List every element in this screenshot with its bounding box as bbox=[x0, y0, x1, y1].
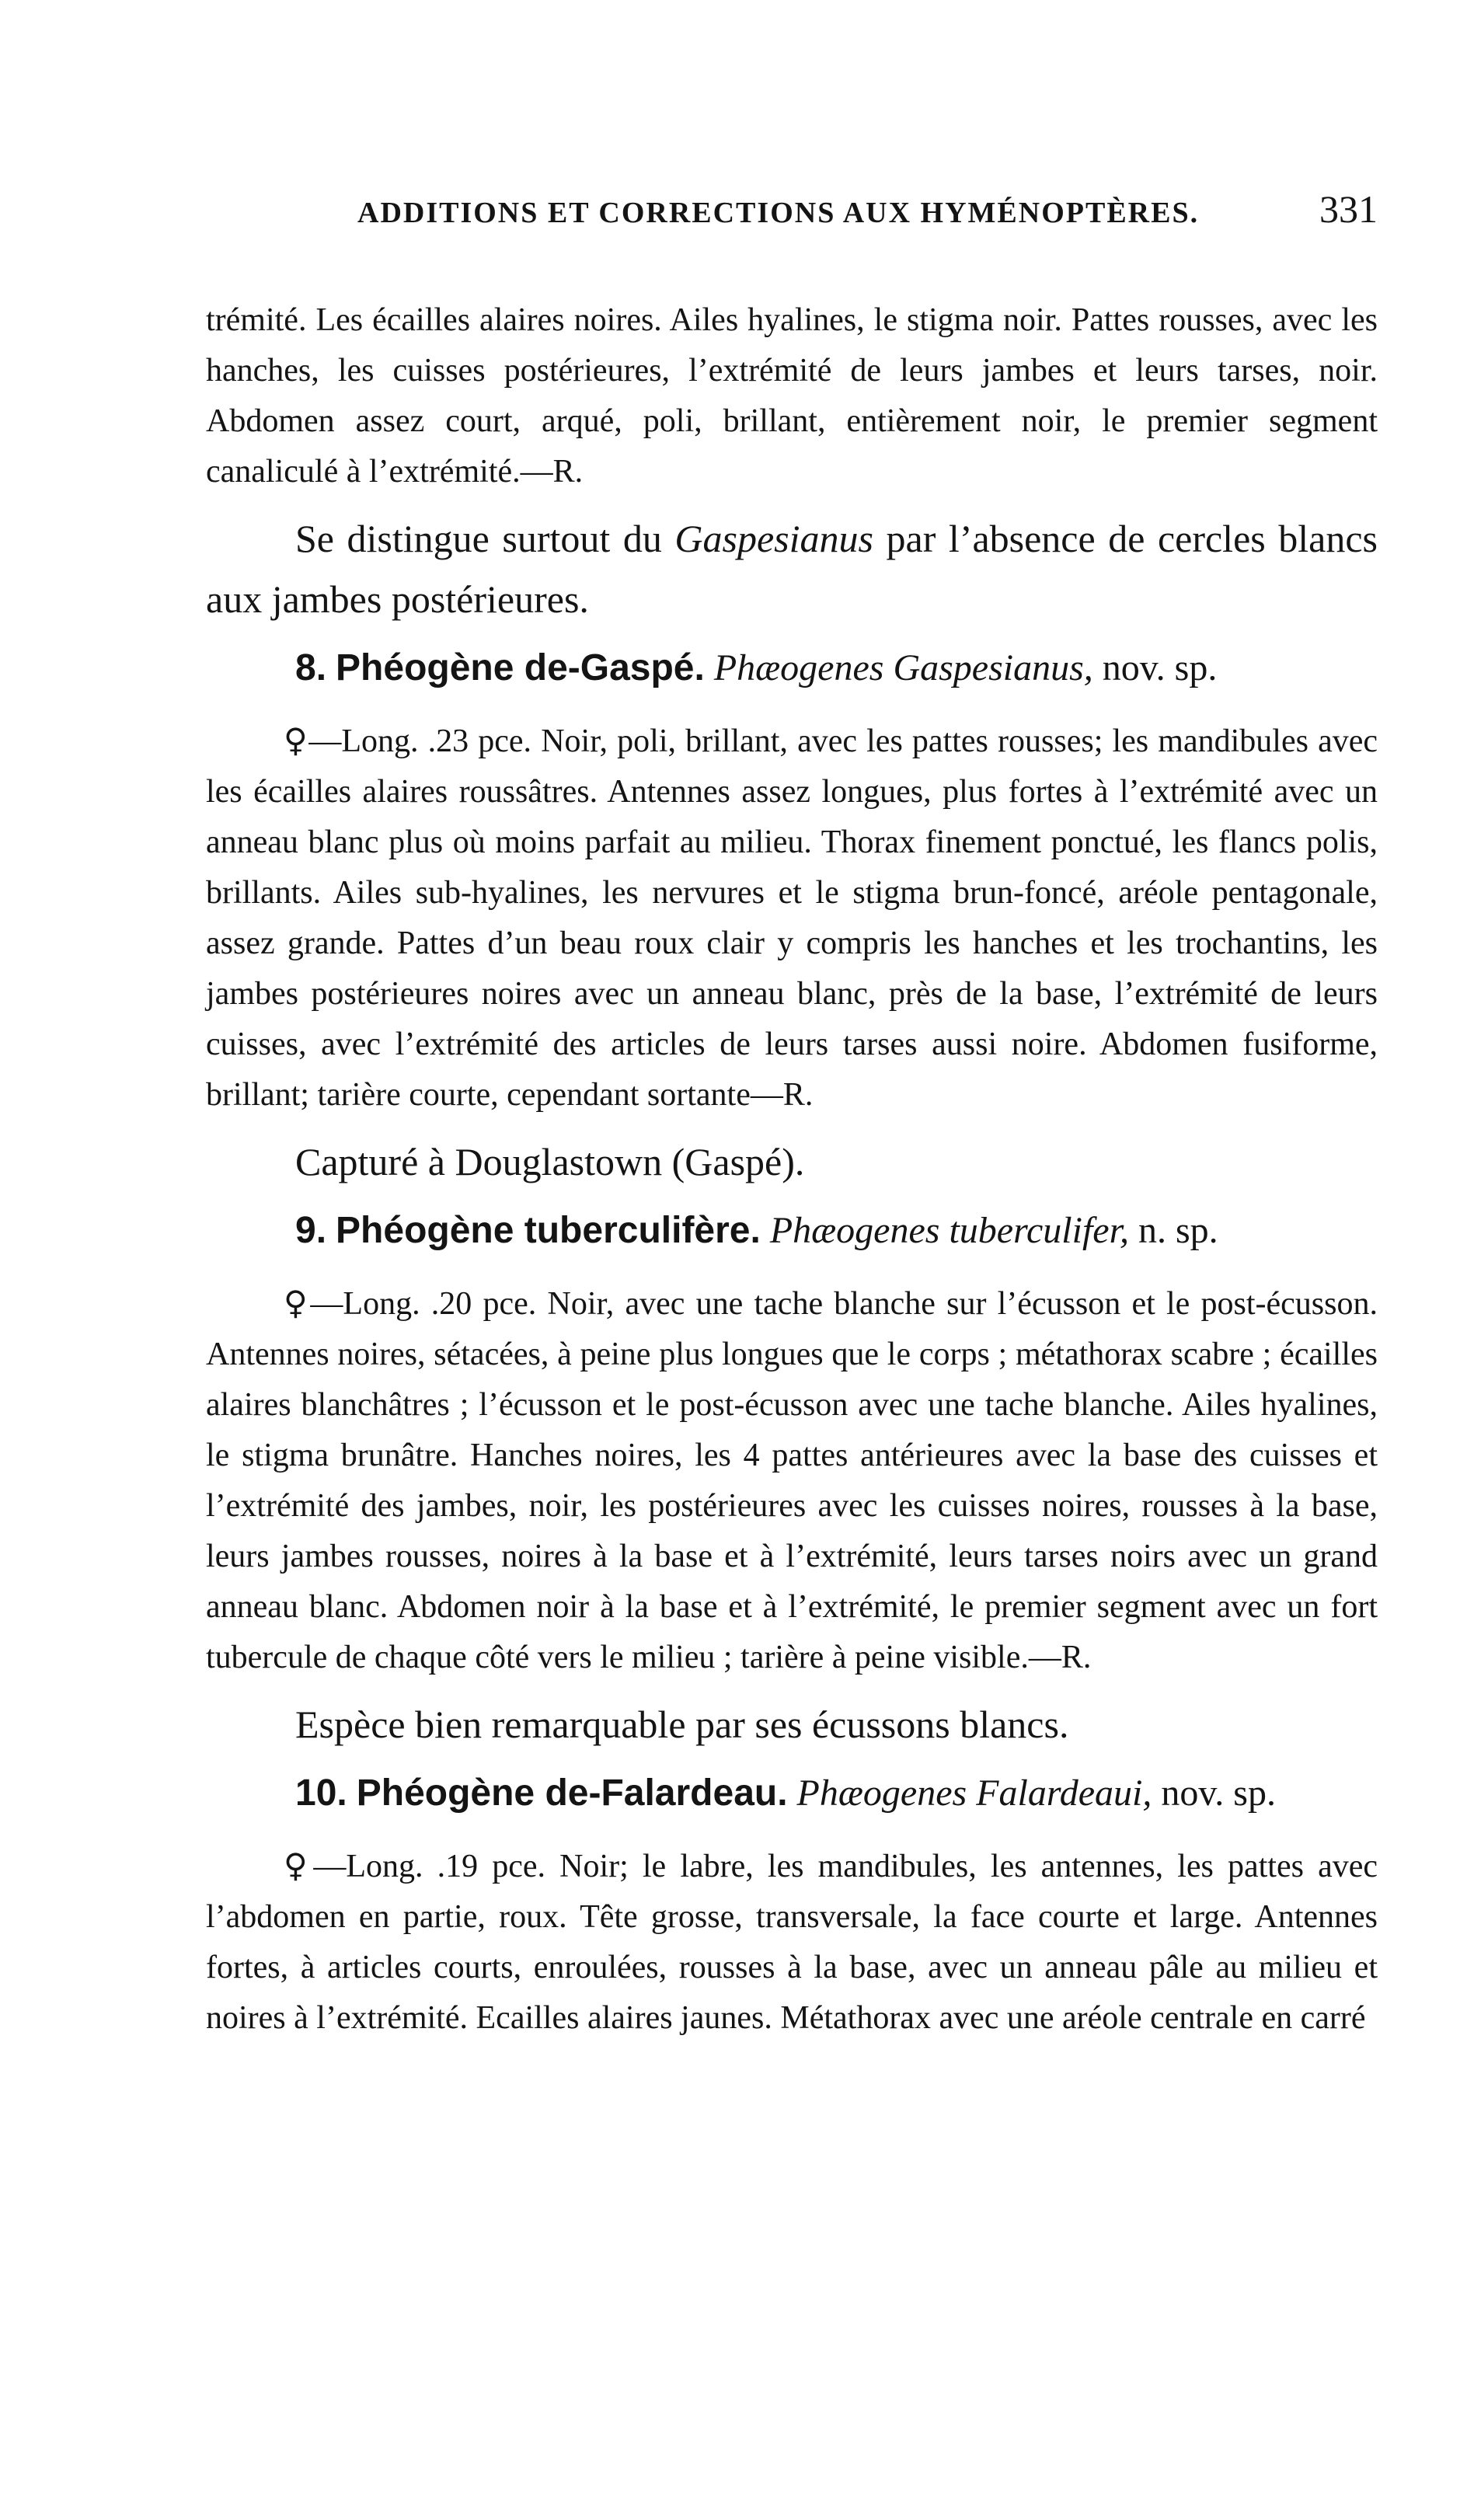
species-common-name: Phéogène de-Gaspé. bbox=[336, 647, 705, 688]
remark-species-note bbox=[206, 1694, 1378, 1755]
species-description-8 bbox=[206, 715, 1378, 1121]
species-latin-name: Phæogenes Falardeaui, bbox=[796, 1772, 1152, 1814]
female-symbol: ♀ bbox=[284, 721, 309, 759]
running-head bbox=[357, 186, 1378, 249]
paragraph-continuation bbox=[206, 295, 1378, 497]
female-symbol: ♀ bbox=[284, 1846, 314, 1884]
species-heading-9 bbox=[206, 1203, 1378, 1259]
page-body bbox=[206, 295, 1378, 2044]
species-heading-8 bbox=[206, 640, 1378, 696]
description-text: —Long. .23 pce. Noir, poli, brillant, avec les pattes rousses; les mandibules avec les écailles alaires roussâtres. Antennes assez longues, plus fortes à l’extrémité avec un anneau blanc plus où moins parfait au milieu. Thorax finement ponctué, les flancs polis, brillants. Ailes sub-hyalines, les nervures et le stigma brun-foncé, aréole pentagonale, assez grande. Pattes d’un beau roux clair y compris les hanches et les trochantins, les jambes postérieures noires avec un anneau blanc, près de la base, l’extrémité de leurs cuisses, avec l’extrémité des articles de leurs tarses aussi noire. Abdomen fusiforme, brillant; tarière courte, cependant sortante—R. bbox=[206, 723, 1378, 1113]
species-description-10 bbox=[206, 1840, 1378, 2044]
remark-text: Espèce bien remarquable par ses écussons blancs. bbox=[295, 1703, 1069, 1746]
description-text: —Long. .20 pce. Noir, avec une tache blanche sur l’écusson et le post-écusson. Antennes noires, sétacées, à peine plus longues que le corps ; métathorax scabre ; écailles alaires blanchâtres ; l’écusson et le post-écusson avec une tache blanche. Ailes hyalines, le stigma brunâtre. Hanches noires, les 4 pattes antérieures avec la base des cuisses et l’extrémité des jambes, noir, les postérieures avec les cuisses noires, rousses à la base, leurs jambes rousses, noires à la base et à l’extrémité, leurs tarses noirs avec un grand anneau blanc. Abdomen noir à la base et à l’extrémité, le premier segment avec un fort tubercule de chaque côté vers le milieu ; tarière à peine visible.—R. bbox=[206, 1286, 1378, 1675]
species-suffix: n. sp. bbox=[1138, 1210, 1218, 1251]
female-symbol: ♀ bbox=[284, 1284, 311, 1322]
remark-text-before: Se distingue surtout du bbox=[295, 517, 675, 560]
description-text: —Long. .19 pce. Noir; le labre, les mandibules, les antennes, les pattes avec l’abdomen en partie, roux. Tête grosse, transversale, la face courte et large. Antennes fortes, à articles courts, enroulées, rousses à la base, avec un anneau pâle au milieu et noires à l’extrémité. Ecailles alaires jaunes. Métathorax avec une aréole centrale en carré bbox=[206, 1849, 1378, 2036]
species-suffix: nov. sp. bbox=[1102, 647, 1218, 688]
running-title: ADDITIONS ET CORRECTIONS AUX HYMÉNOPTÈRES. bbox=[357, 197, 1200, 229]
remark-distinction bbox=[206, 508, 1378, 629]
remark-text-after: par l’absence de cercles blancs aux jambes postérieures. bbox=[206, 517, 1378, 621]
species-suffix: nov. sp. bbox=[1161, 1772, 1276, 1814]
capture-note-text: Capturé à Douglastown (Gaspé). bbox=[295, 1140, 805, 1183]
species-number: 8. bbox=[295, 647, 327, 688]
species-number: 9. bbox=[295, 1210, 327, 1251]
species-latin-name: Phæogenes tuberculifer, bbox=[769, 1210, 1129, 1251]
species-number: 10. bbox=[295, 1772, 347, 1814]
capture-note bbox=[206, 1131, 1378, 1192]
species-common-name: Phéogène de-Falardeau. bbox=[356, 1772, 788, 1814]
remark-species-name: Gaspesianus bbox=[674, 517, 873, 560]
species-latin-name: Phæogenes Gaspesianus, bbox=[713, 647, 1093, 688]
species-common-name: Phéogène tuberculifère. bbox=[336, 1210, 761, 1251]
species-heading-10 bbox=[206, 1765, 1378, 1821]
paragraph-text: trémité. Les écailles alaires noires. Ailes hyalines, le stigma noir. Pattes rousses, avec les hanches, les cuisses postérieures, l’extrémité de leurs jambes et leurs tarses, noir. Abdomen assez court, arqué, poli, brillant, entièrement noir, le premier segment canaliculé à l’extrémité.—R. bbox=[206, 302, 1378, 490]
page-number: 331 bbox=[1319, 187, 1378, 231]
species-description-9 bbox=[206, 1277, 1378, 1683]
